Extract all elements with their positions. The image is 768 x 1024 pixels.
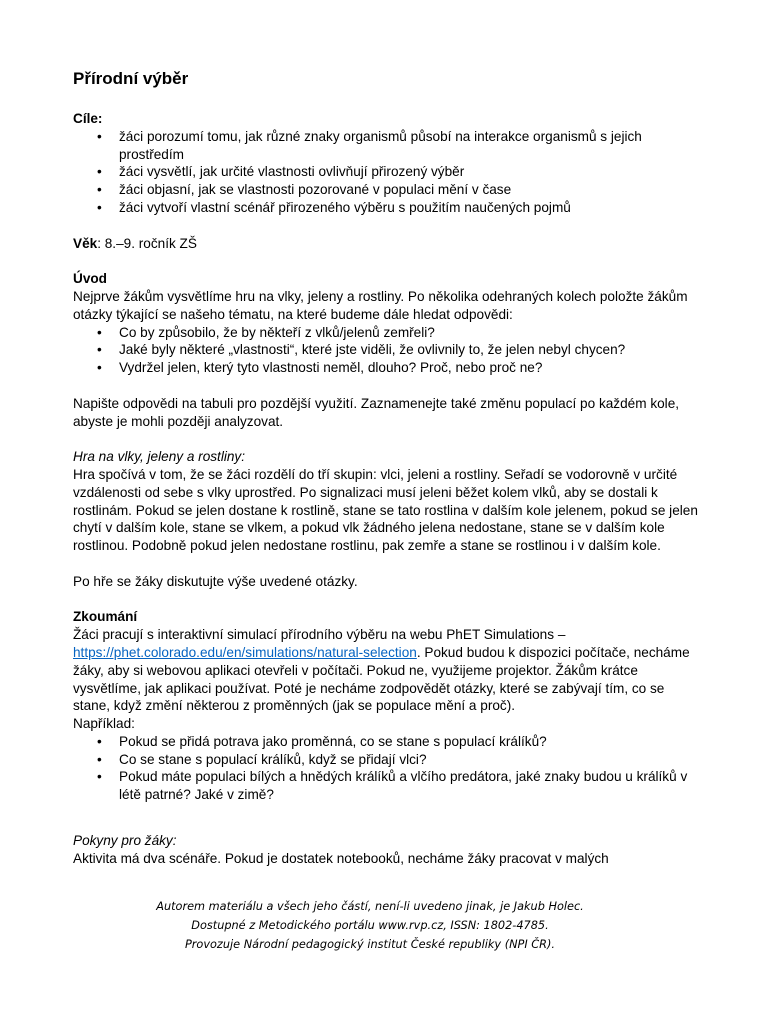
goals-label: Cíle: [73, 111, 103, 126]
intro-text: Nejprve žákům vysvětlíme hru na vlky, jeleny a rostliny. Po několika odehraných kolech položte žákům otázky týkající se našeho tématu, na které budeme dále hledat odpovědi: [73, 288, 688, 322]
list-item: • Co se stane s populací králíků, když se přidají vlci? [97, 751, 427, 767]
instructions-section [73, 832, 698, 868]
intro-note: Napište odpovědi na tabuli pro pozdější využití. Zaznamenejte také změnu populací po každém kole, abyste je mohli později analyzovat. [73, 395, 680, 429]
age-line [73, 235, 698, 253]
list-item: • Vydržel jelen, který tyto vlastnosti neměl, dlouho? Proč, nebo proč ne? [97, 360, 543, 376]
phet-link[interactable]: https://phet.colorado.edu/en/simulations/natural-selection [73, 644, 417, 660]
intro-questions [73, 324, 698, 377]
intro-label: Úvod [73, 271, 107, 287]
page-title: Přírodní výběr [73, 69, 189, 88]
bullet-icon: • [97, 199, 102, 215]
list-item: • žáci objasní, jak se vlastnosti pozorované v populaci mění v čase [97, 182, 512, 198]
bullet-icon: • [97, 733, 102, 749]
game-text: Hra spočívá v tom, že se žáci rozdělí do tří skupin: vlci, jeleni a rostliny. Seřadí se vodorovně v určité vzdálenosti od sebe s vlky uprostřed. Po signalizaci musí jeleni běžet kolem vlků, aby se dostali k rostlinám. Pokud se jelen dostane k rostlině, stane se tato rostlina v dalším kole jelenem, pokud se jelen chytí v dalším kole, stane se vlkem, a pokud vlk žádného jelena nedostane, stane se v dalším kole rostlinou. Podobně pokud jelen nedostane rostlinu, pak zemře a stane se rostlinou i v dalším kole. [73, 466, 698, 554]
footer-line-author: Autorem materiálu a všech jeho částí, není-li uvedeno jinak, je Jakub Holec. [156, 900, 584, 913]
instructions-heading: Pokyny pro žáky: [73, 833, 177, 849]
research-label: Zkoumání [73, 609, 138, 625]
age-value: : 8.–9. ročník ZŠ [97, 235, 197, 251]
list-item: • Jaké byly některé „vlastnosti“, které jste viděli, že ovlivnily to, že jelen nebyl chycen? [97, 342, 626, 358]
bullet-icon: • [97, 769, 102, 785]
goals-section [73, 110, 698, 217]
bullet-icon: • [97, 342, 102, 358]
document-body [73, 68, 698, 868]
bullet-icon: • [97, 751, 102, 767]
goals-list [73, 128, 698, 217]
example-label: Například: [73, 716, 135, 732]
bullet-icon: • [97, 128, 102, 144]
bullet-icon: • [97, 324, 102, 340]
list-item: • žáci vytvoří vlastní scénář přirozeného výběru s použitím naučených pojmů [97, 199, 571, 215]
list-item: • Co by způsobilo, že by někteří z vlků/jelenů zemřeli? [97, 324, 435, 340]
list-item: • žáci vysvětlí, jak určité vlastnosti ovlivňují přirozený výběr [97, 164, 465, 180]
research-section [73, 608, 698, 804]
game-after: Po hře se žáky diskutujte výše uvedené otázky. [73, 573, 358, 589]
footer-line-operator: Provozuje Národní pedagogický institut České republiky (NPI ČR). [184, 938, 556, 951]
footer-line-portal: Dostupné z Metodického portálu www.rvp.cz, ISSN: 1802-4785. [191, 919, 549, 932]
list-item: • žáci porozumí tomu, jak různé znaky organismů působí na interakce organismů s jejich prostředím [97, 128, 642, 162]
list-item: • Pokud máte populaci bílých a hnědých králíků a vlčího predátora, jaké znaky budou u králíků v létě patrné? Jaké v zimě? [97, 769, 688, 803]
bullet-icon: • [97, 360, 102, 376]
age-label: Věk [73, 235, 98, 251]
list-item: • Pokud se přidá potrava jako proměnná, co se stane s populací králíků? [97, 733, 547, 749]
game-section [73, 448, 698, 590]
intro-section [73, 270, 698, 430]
research-examples [73, 733, 698, 804]
bullet-icon: • [97, 182, 102, 198]
page-footer [0, 897, 740, 954]
game-heading: Hra na vlky, jeleny a rostliny: [73, 449, 245, 465]
research-text: Žáci pracují s interaktivní simulací přírodního výběru na webu PhET Simulations – https://phet.colorado.edu/en/simulations/natural-selection. Pokud budou k dispozici počítače, necháme žáky, aby si webovou aplikaci otevřeli v počítači. Pokud ne, využijeme projektor. Žákům krátce vysvětlíme, jak aplikaci používat. Poté je necháme zodpovědět otázky, které se zabývají tím, co se stane, když změní některou z proměnných (jak se populace mění a proč). [73, 627, 690, 714]
instructions-text: Aktivita má dva scénáře. Pokud je dostatek notebooků, necháme žáky pracovat v malých [73, 850, 609, 866]
bullet-icon: • [97, 164, 102, 180]
